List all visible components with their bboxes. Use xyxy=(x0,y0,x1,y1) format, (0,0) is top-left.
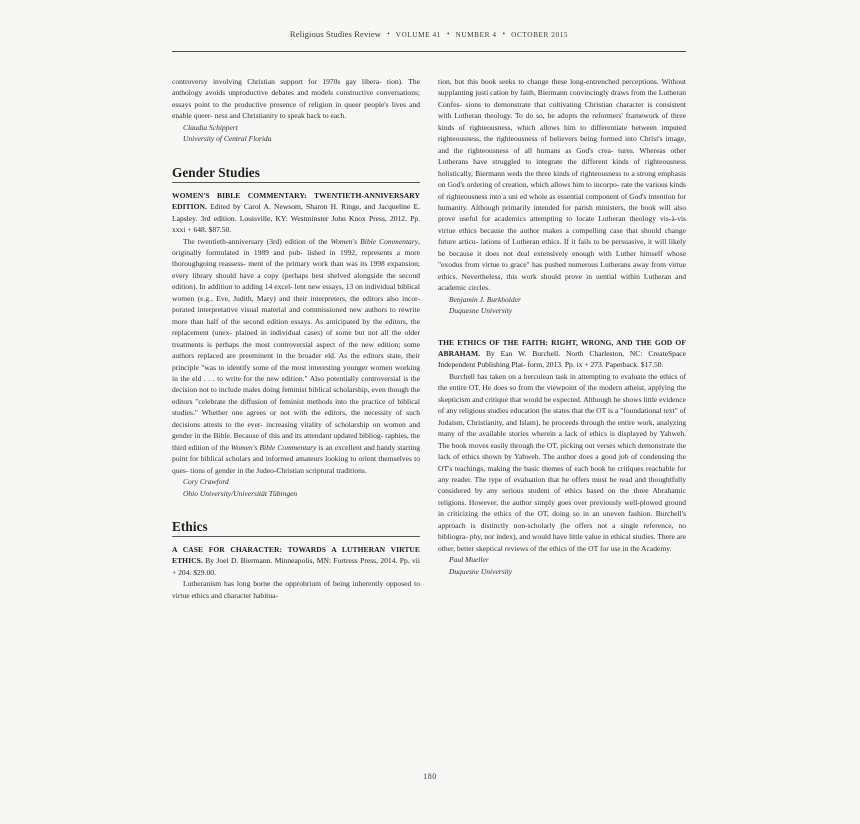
volume-label: VOLUME 41 xyxy=(395,30,441,39)
reviewer-name: Benjamin J. Burkholder xyxy=(449,294,521,304)
number-label: NUMBER 4 xyxy=(455,30,497,39)
review-body-paragraph: Lutheranism has long borne the opprobrium of being inherently opposed to virtue ethics and character habitua- xyxy=(172,579,420,600)
cited-work-title-1: Women's Bible Commentary xyxy=(330,236,419,246)
reviewer-affiliation: Duquesne University xyxy=(449,566,513,576)
review-body-paragraph: Burchell has taken on a herculean task in attempting to evaluate the ethics of the entire OT. He does so from the viewpoint of the modern atheist, applying the skepticism and critique that would be expected. Although he shows little evidence of any religious studies education (he states that the OT is a "foundational text" of Judaism, Christianity, and Islam), he proceeds through the entire work, analyzing many of the available stories wherein a lack of ethics is displayed by Yahweh. The book moves easily through the OT, picking out verses which demonstrate the lack of ethics shown by Yahweh. The author does a good job of condensing the OT's teachings, making the basic themes of each book he critiques reachable for any reader. The type of evaluation that he offers must be read and thoughtfully considered by any serious student of ethics based on the three Abrahamic religions. However, the author simply goes over previously well-plowed ground in criticizing the ethics of the OT, doing so in an uneven fashion. Burchell's approach is distinctly non-scholarly (he offers not a single reference, no bibliogra- phy, nor index), and would have little value in ethical studies. There are other, better skeptical reviews of the ethics of the OT for use in the Academy. xyxy=(438,371,686,553)
cited-work-title-2: Women's Bible Commentary xyxy=(230,442,317,452)
book-title: WOMEN'S BIBLE COMMENTARY: TWENTIETH-ANNIVERSARY EDITION. xyxy=(172,190,420,212)
reviewer-affiliation: University of Central Florida xyxy=(183,134,272,144)
two-column-body xyxy=(172,76,686,751)
date-label: OCTOBER 2015 xyxy=(511,30,569,39)
review-text-a: The twentieth-anniversary (3rd) edition of the xyxy=(183,236,331,246)
review-body-paragraph xyxy=(172,236,420,477)
section-gender-studies xyxy=(172,145,420,499)
book-entry-heading xyxy=(172,544,420,578)
section-heading-gender-studies: Gender Studies xyxy=(172,164,260,180)
reviewer-name: Cory Crawford xyxy=(183,477,229,487)
section-rule-gender-studies xyxy=(172,182,420,183)
running-head-separator-3: • xyxy=(502,30,506,38)
reviewer-name: Paul Mueller xyxy=(449,555,489,565)
book-imprint: By Ean W. Burchell. North Charleston, NC: CreateSpace Independent Publishing Plat- form, 2013. Pp. ix + 273. Paperback. $17.50. xyxy=(438,348,686,370)
book-entry-heading xyxy=(438,337,686,371)
section-ethics xyxy=(172,499,420,601)
entry-spacer xyxy=(438,317,686,337)
book-title: A CASE FOR CHARACTER: TOWARDS A LUTHERAN VIRTUE ETHICS. xyxy=(172,544,420,566)
running-head-separator-2: • xyxy=(446,30,450,38)
review-text-c: is an excellent and handy starting point for biblical scholars and informed amateurs looking to orient themselves to ques- tions of gender in the Judeo-Christian scriptural traditions. xyxy=(172,442,420,475)
reviewer-name: Claudia Schippert xyxy=(183,122,238,132)
running-head xyxy=(172,29,686,39)
right-column xyxy=(438,76,686,751)
book-imprint: Edited by Carol A. Newsom, Sharon H. Ringe, and Jacqueline E. Lapsley. 3rd edition. Louisville, KY: Westminster John Knox Press, 2012. Pp. xxxi + 648. $87.50. xyxy=(172,202,420,235)
continued-review-paragraph: tion, but this book seeks to change these long-entrenched perceptions. Without supplanting justi cation by faith, Biermann convincingly draws from the Lutheran Confes- sions to demonstrate that cultivating Christian character is consistent with Lutheran theology. To do so, he adopts the reformers' framework of three kinds of righteousness, which allows him to differentiate between imputed righteousness, the righteousness of believers being formed into Christ's image, and the righteousness of all humans as God's crea- tures. Whereas other Lutherans have struggled to integrate the different kinds of righteousness holistically, Biermann weds the three kinds of righteousness to a strong emphasis on God's ordering of creation, which allows him to incorpo- rate the various kinds of righteousness into a uni ed whole as essential component of God's intention for humanity. Although primarily intended for parish ministers, the book will also prove useful for academics attempting to locate Lutheran theology vis-à-vis virtue ethics because the author makes a compelling case that should change future articu- lations of Lutheran ethics. If it fails to be persuasive, it will likely be because it does not deal extensively enough with Luther himself whose "exodus from virtue to grace" has pushed numerous Lutherans away from virtue ethics. Nevertheless, this work should prove in uential within Lutheran and academic circles. xyxy=(438,77,686,293)
reviewer-affiliation: Ohio University/Universität Tübingen xyxy=(183,488,298,498)
page-number: 180 xyxy=(423,772,437,781)
section-heading-ethics: Ethics xyxy=(172,518,208,534)
book-entry-heading xyxy=(172,190,420,236)
header-rule xyxy=(172,51,686,52)
left-column xyxy=(172,76,420,751)
book-imprint: By Joel D. Biermann. Minneapolis, MN: Fortress Press, 2014. Pp. vii + 204. $29.00. xyxy=(172,556,420,577)
book-title: THE ETHICS OF THE FAITH: RIGHT, WRONG, AND THE GOD OF ABRAHAM. xyxy=(438,337,686,358)
journal-title: Religious Studies Review xyxy=(289,29,382,39)
running-head-separator-1: • xyxy=(387,30,390,38)
review-text-b: , originally formulated in 1989 and pub- lished in 1992, represents a more thoroughgoing reassess- ment of the primary work than was its 1998 expansion; every library should have a copy (perhaps best shelved alongside the second edition). In addition to adding 14 excel- lent new essays, 13 on individual biblical women (e.g., Eve, Judith, Mary) and their interpreters, the editors also incor- porated interpretative visual material and commissioned new authors to rewrite more than half of the second edition essays. As anticipated by the editors, the replacement (unex- plained in individual cases) of some but not all the older treatments is perhaps the most controversial aspect of the new edition; some authors replaced are preeminent in the broader eld. As the editors state, their principle "was to identify some of the most interesting younger women working in the eld . . . to write for the new edition." Also potentially controversial is the decision not to include males doing feminist biblical scholarship, even though the editors "celebrate the diffusion of feminist methods into the practice of biblical studies." Whether one agrees or not with the editors, the necessity of such decisions attests to the ever- increasing vitality of scholarship on women and gender in the Bible. Because of this and its attendant updated bibliog- raphies, the third edition of the xyxy=(172,236,420,452)
section-rule-ethics xyxy=(172,536,420,537)
reviewer-affiliation: Duquesne University xyxy=(449,306,513,316)
continued-review-paragraph: controversy involving Christian support for 1970s gay libera- tion). The anthology avoids unproductive debates and models constructive conversations; essays point to the productive presence of religion in queer people's lives and enable queer- ness and Christianity to speak back to each. xyxy=(172,77,420,121)
